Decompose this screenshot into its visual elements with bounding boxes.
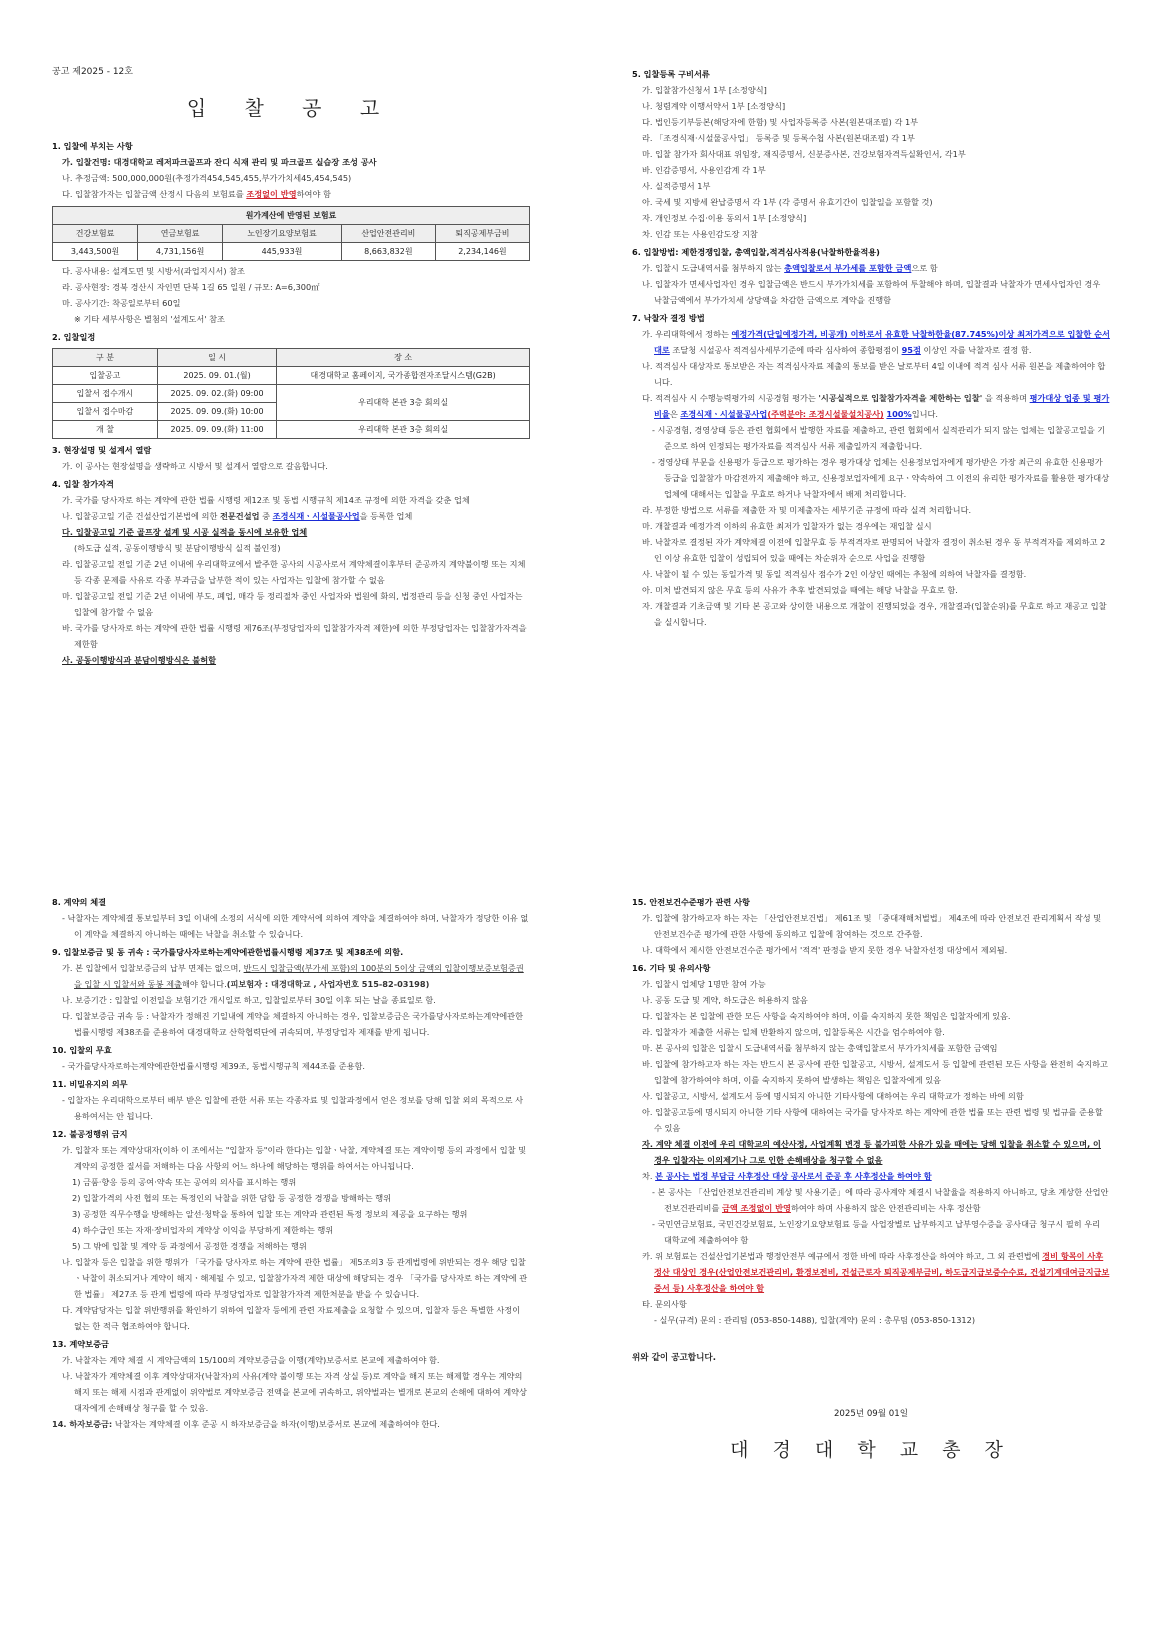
section-7-heading: 7. 낙찰자 결정 방법 [632,313,705,323]
insurance-header: 산업안전관리비 [341,225,435,243]
s16-cha-dash-2: - 국민연금보험료, 국민건강보험료, 노인장기요양보험료 등을 사업장별로 납부하지고 납부영수증을 공사대금 청구시 필히 우리 대학교에 제출하여야 함 [652,1219,1101,1245]
s4-item-na: 나. 입찰공고일 기준 건설산업기본법에 의한 전문건설업 중 조경식재ㆍ시설물공사업을 등록한 업체 [62,511,413,521]
insurance-value: 4,731,156원 [138,243,223,261]
section-10-heading: 10. 입찰의 무효 [52,1045,112,1055]
page-column-3 [52,892,530,1432]
s1-note: ※ 기타 세부사항은 별첨의 '설계도서' 참조 [74,314,225,324]
s4-item-ba: 바. 국가를 당사자로 하는 계약에 관한 법률 시행령 제76조(부정당업자의 입찰참가자격 제한)에 의한 부정당업자는 입찰참가자격을 제한함 [62,623,527,649]
s16-ta-dash: - 실무(규격) 문의 : 관리팀 (053-850-1488), 입찰(계약) 문의 : 총무팀 (053-850-1312) [654,1315,976,1325]
section-12-heading: 12. 불공정행위 금지 [52,1129,128,1139]
s16-item-ka: 카. 위 보험료는 건설산업기본법과 행정안전부 예규에서 정한 바에 따라 사후정산을 하여야 하고, 그 외 관련법에 경비 항목이 사후정산 대상인 경우(산업안전보건관리비, 환경보전비, 건설근로자 퇴직공제부금비, 하도급지급보증수수료, 건설기계대여금지급보증서 등) 사후정산을 하여야 함 [642,1251,1110,1293]
insurance-value: 445,933원 [223,243,342,261]
section-3-heading: 3. 현장설명 및 설계서 열람 [52,445,152,455]
s15-item-ga: 가. 입찰에 참가하고자 하는 자는 「산업안전보건법」 제61조 및 「중대재해처벌법」 제4조에 따라 안전보건 관리계획서 작성 및 안전보건수준 평가에 관한 사항에 동의하고 입찰에 참여하는 것으로 간주함. [642,913,1102,939]
s16-item-ma: 마. 본 공사의 입찰은 입찰시 도급내역서를 첨부하지 않는 총액입찰로서 부가가치세를 포함한 금액임 [642,1043,998,1053]
s1-item-ga: 가. 입찰건명: 대경대학교 레저파크골프과 잔디 식재 관리 및 파크골프 실습장 조성 공사 [62,157,377,167]
s4-item-ra: 라. 입찰공고일 전일 기준 2년 이내에 우리대학교에서 발주한 공사의 시공사로서 계약체결이후부터 준공까지 계약불이행 또는 지체 등 각종 문제를 사유로 각종 부과금을 납부한 적이 있는 사업자는 입찰에 참가할 수 없음 [62,559,526,585]
insurance-value: 2,234,146원 [435,243,529,261]
insurance-value: 3,443,500원 [53,243,138,261]
s6-item-na: 나. 입찰자가 면세사업자인 경우 입찰금액은 반드시 부가가치세를 포함하여 투찰해야 하며, 입찰결과 낙찰자가 면세사업자인 경우 낙찰금액에서 부가가치세 상당액을 차감한 금액으로 계약을 진행함 [642,279,1101,305]
s16-cha-dash-1: - 본 공사는 「산업안전보건관리비 계상 및 사용기준」에 따라 공사계약 체결시 낙찰율을 적용하지 아니하고, 당초 계상한 산업안전보건관리비를 금액 조정없이 반영하여야 하며 사용하지 않은 안전관리비는 사후 정산함 [652,1187,1109,1213]
s16-item-a: 아. 입찰공고등에 명시되지 아니한 기타 사항에 대하여는 국가를 당사자로 하는 계약에 관한 법률 또는 관련 법령 및 법규를 준용할 수 있음 [642,1107,1103,1133]
s12-item-na: 나. 입찰자 등은 입찰을 위한 행위가 「국가를 당사자로 하는 계약에 관한 법률」 제5조의3 등 관계법령에 위반되는 경우 해당 입찰ㆍ낙찰이 취소되거나 계약이 해지ㆍ해제될 수 있고, 입찰참가자격 제한 대상에 해당되는 경우 「국가를 당사자로 하는 계약에 관한 법률」 제27조 등 관계 법령에 따라 부정당업자로 입찰참가자격 제한처분을 받을 수 있습니다. [62,1257,528,1299]
s5-item: 아. 국세 및 지방세 완납증명서 각 1부 (각 증명서 유효기간이 입찰일을 포함할 것) [642,197,933,207]
schedule-cell: 2025. 09. 09.(화) 11:00 [157,421,276,439]
s16-item-sa: 사. 입찰공고, 시방서, 설계도서 등에 명시되지 아니한 기타사항에 대하여는 우리 대학교가 정하는 바에 의함 [642,1091,1024,1101]
s12-item-ga: 가. 입찰자 또는 계약상대자(이하 이 조에서는 "입찰자 등"이라 한다)는 입찰ㆍ낙찰, 계약체결 또는 계약이행 등의 과정에서 입찰 및 계약의 공정한 질서를 저해하는 다음 사항의 어느 하나에 해당하는 행위를 하여서는 아니됩니다. [62,1145,527,1171]
page-column-2 [632,64,1110,630]
s12-list-item: 2) 입찰가격의 사전 협의 또는 특정인의 낙찰을 위한 담합 등 공정한 경쟁을 방해하는 행위 [72,1193,392,1203]
section-11-heading: 11. 비밀유지의 의무 [52,1079,128,1089]
schedule-cell: 2025. 09. 02.(화) 09:00 [157,385,276,403]
s4-item-ma: 마. 입찰공고일 전일 기준 2년 이내에 부도, 폐업, 매각 등 정리절차 중인 사업자와 법원에 화의, 법정관리 등을 신청 중인 사업자는 입찰에 참가할 수 없음 [62,591,523,617]
schedule-table [52,348,530,439]
s1-item-na: 나. 추정금액: 500,000,000원(추정가격454,545,455,부가가치세45,454,545) [62,173,352,183]
schedule-cell: 개 찰 [53,421,158,439]
schedule-cell: 2025. 09. 09.(화) 10:00 [157,403,276,421]
insurance-value: 8,663,832원 [341,243,435,261]
s7-item-da: 다. 적격심사 시 수행능력평가의 시공경험 평가는 '시공실적으로 입찰참가자격을 제한하는 입찰' 을 적용하며 평가대상 업종 및 평가비율은 조경식재ㆍ시설물공사업(주력분야: 조경시설물설치공사) 100%입니다. [642,393,1110,419]
s1-item-da2: 다. 공사내용: 설계도면 및 시방서(과업지시서) 참조 [62,266,245,276]
section-13-heading: 13. 계약보증금 [52,1339,109,1349]
section-6-heading: 6. 입찰방법: 제한경쟁입찰, 총액입찰,적격심사적용(낙찰하한율적용) [632,247,880,257]
s7-item-ja: 자. 개찰결과 기초금액 및 기타 본 공고와 상이한 내용으로 개찰이 진행되었을 경우, 개찰결과(입찰순위)를 무효로 하고 재공고 입찰을 실시합니다. [642,601,1107,627]
s7-item-a: 아. 미처 발견되지 않은 무효 등의 사유가 추후 발견되었을 때에는 해당 낙찰을 무효로 함. [642,585,958,595]
page-column-4 [632,892,1110,1461]
s5-item: 나. 청렴계약 이행서약서 1부 [소정양식] [642,101,786,111]
s10-dash: - 국가를당사자로하는계약에관한법률시행령 제39조, 동법시행규칙 제44조를 준용함. [62,1061,366,1071]
s16-item-ra: 라. 입찰자가 제출한 서류는 일체 반환하지 않으며, 입찰등록은 시간을 엄수하여야 함. [642,1027,945,1037]
s16-item-na: 나. 공동 도급 및 계약, 하도급은 허용하지 않음 [642,995,808,1005]
s9-item-na: 나. 보증기간 : 입찰일 이전일을 보험기간 개시일로 하고, 입찰일로부터 30일 이후 되는 날을 종료일로 함. [62,995,436,1005]
s5-item: 라. 「조경식재·시설물공사업」 등록증 및 등록수첩 사본(원본대조필) 각 1부 [642,133,915,143]
s9-item-da: 다. 입찰보증금 귀속 등 : 낙찰자가 정해진 기일내에 계약을 체결하지 아니하는 경우, 입찰보증금은 국가를당사자로하는계약에관한법률시행령 제38조를 준용하여 대경대학교 산학협력단에 귀속되며, 부정당업자 제재를 받게 됩니다. [62,1011,523,1037]
s7-item-ma: 마. 개찰결과 예정가격 이하의 유효한 최저가 입찰자가 없는 경우에는 재입찰 실시 [642,521,932,531]
s12-item-da: 다. 계약담당자는 입찰 위반행위를 확인하기 위하여 입찰자 등에게 관련 자료제출을 요청할 수 있으며, 입찰자 등은 특별한 사정이 없는 한 적극 협조하여야 합니다. [62,1305,521,1331]
schedule-cell: 우리대학 본관 3층 회의실 [277,421,530,439]
s6-item-ga: 가. 입찰시 도급내역서를 첨부하지 않는 총액입찰로서 부가세를 포함한 금액으로 함 [642,263,938,273]
schedule-header: 장 소 [277,349,530,367]
s3-item-ga: 가. 이 공사는 현장설명을 생략하고 시방서 및 설계서 열람으로 갈음합니다. [62,461,328,471]
section-1-heading: 1. 입찰에 부치는 사항 [52,141,133,151]
s16-item-ta: 타. 문의사항 [642,1299,687,1309]
s4-item-da-note: (하도급 실적, 공동이행방식 및 분담이행방식 실적 불인정) [74,543,281,553]
s1-item-da: 다. 입찰참가자는 입찰금액 산정시 다음의 보험료를 조정없이 반영하여야 함 [62,189,331,199]
doc-number: 공고 제2025 - 12호 [52,67,133,77]
s7-item-sa: 사. 낙찰이 될 수 있는 동일가격 및 동일 적격심사 점수가 2인 이상인 때에는 추첨에 의하여 낙찰자를 결정함. [642,569,1027,579]
s1-item-ra: 라. 공사현장: 경북 경산시 자인면 단북 1길 65 일원 / 규모: A=6,300㎡ [62,282,320,292]
schedule-header: 일 시 [157,349,276,367]
section-14: 14. 하자보증금: 낙찰자는 계약체결 이후 준공 시 하자보증금을 하자(이행)보증서로 본교에 제출하여야 한다. [52,1419,440,1429]
schedule-cell: 입찰서 접수마감 [53,403,158,421]
schedule-header: 구 분 [53,349,158,367]
s15-item-na: 나. 대학에서 제시한 안전보건수준 평가에서 '적격' 판정을 받지 못한 경우 낙찰자선정 대상에서 제외됨. [642,945,1008,955]
schedule-cell: 입찰공고 [53,367,158,385]
s7-item-ra: 라. 부정한 방법으로 서류를 제출한 자 및 미제출자는 세부기준 규정에 따라 실격 처리합니다. [642,505,972,515]
s16-item-ba: 바. 입찰에 참가하고자 하는 자는 반드시 본 공사에 관한 입찰공고, 시방서, 설계도서 등 입찰에 관련된 모든 사항을 완전히 숙지하고 입찰에 참가하여야 하며, 이를 숙지하지 못하여 발생하는 책임은 입찰자에게 있음 [642,1059,1108,1085]
schedule-cell: 우리대학 본관 3층 회의실 [277,385,530,421]
president-signature: 대 경 대 학 교 총 장 [730,1439,1012,1461]
s11-dash: - 입찰자는 우리대학으로부터 배부 받은 입찰에 관한 서류 또는 각종자료 및 입찰과정에서 얻은 정보를 당해 입찰 외의 목적으로 사용하여서는 안 됩니다. [62,1095,524,1121]
s4-item-sa: 사. 공동이행방식과 분담이행방식은 불허함 [62,655,217,665]
s7-dash-2: - 경영상태 부문을 신용평가 등급으로 평가하는 경우 평가대상 업체는 신용정보업자에게 평가받은 가장 최근의 유효한 신용평가등급을 입찰참가 마감전까지 제출해야 하고, 신용정보업자에게 요구ㆍ약속하여 그 이전의 유리한 평가자료를 활용한 평가대상업체에 대해서는 입찰을 무효로 하거나 낙찰자에서 배제 처리합니다. [652,457,1110,499]
schedule-cell: 대경대학교 홈페이지, 국가종합전자조달시스템(G2B) [277,367,530,385]
s12-list-item: 1) 금품·향응 등의 공여·약속 또는 공여의 의사를 표시하는 행위 [72,1177,297,1187]
s5-item: 다. 법인등기부등본(해당자에 한함) 및 사업자등록증 사본(원본대조필) 각 1부 [642,117,919,127]
s8-dash: - 낙찰자는 계약체결 통보일부터 3일 이내에 소정의 서식에 의한 계약서에 의하여 계약을 체결하여야 하며, 낙찰자가 정당한 이유 없이 계약을 체결하지 아니하는 때에는 낙찰을 취소할 수 있습니다. [62,913,529,939]
s5-item: 자. 개인정보 수집·이용 동의서 1부 [소정양식] [642,213,807,223]
section-15-heading: 15. 안전보건수준평가 관련 사항 [632,897,750,907]
s12-list-item: 5) 그 밖에 입찰 및 계약 등 과정에서 공정한 경쟁을 저해하는 행위 [72,1241,307,1251]
insurance-table-caption: 원가계산에 반영된 보험료 [53,207,530,225]
s4-item-ga: 가. 국가를 당사자로 하는 계약에 관한 법률 시행령 제12조 및 동법 시행규칙 제14조 규정에 의한 자격을 갖춘 업체 [62,495,470,505]
section-4-heading: 4. 입찰 참가자격 [52,479,114,489]
section-8-heading: 8. 계약의 체결 [52,897,107,907]
s16-item-da: 다. 입찰자는 본 입찰에 관한 모든 사항을 숙지하여야 하며, 이를 숙지하지 못한 책임은 입찰자에게 있음. [642,1011,1011,1021]
s16-item-ga: 가. 입찰시 업체당 1명만 참여 가능 [642,979,766,989]
page-title: 입 찰 공 고 [186,96,396,120]
s5-item: 바. 인감증명서, 사용인감계 각 1부 [642,165,766,175]
s5-item: 차. 인감 또는 사용인감도장 지참 [642,229,758,239]
schedule-cell: 입찰서 접수개시 [53,385,158,403]
insurance-header: 노인장기요양보험료 [223,225,342,243]
insurance-table [52,206,530,261]
s9-item-ga: 가. 본 입찰에서 입찰보증금의 납부 면제는 없으며, 반드시 입찰금액(부가세 포함)의 100분의 5이상 금액의 입찰이행보증보험증권을 입찰 시 입찰서와 동봉 제출해야 합니다.(피보험자 : 대경대학교 , 사업자번호 515-82-03198) [62,963,524,989]
s7-dash-1: - 시공경험, 경영상태 등은 관련 협회에서 발행한 자료를 제출하고, 관련 협회에서 실적관리가 되지 않는 업체는 입찰공고일을 기준으로 하여 인정되는 평가자료를 적격심사 서류 제출일까지 제출합니다. [652,425,1106,451]
section-2-heading: 2. 입찰일정 [52,332,96,342]
s12-list-item: 3) 공정한 직무수행을 방해하는 알선·청탁을 통하여 입찰 또는 계약과 관련된 특정 정보의 제공을 요구하는 행위 [72,1209,468,1219]
s7-item-ga: 가. 우리대학에서 정하는 예정가격(단일예정가격, 비공개) 이하로서 유효한 낙찰하한율(87.745%)이상 최저가격으로 입찰한 순서대로 조달청 시설공사 적격심사세부기준에 따라 심사하여 종합평점이 95점 이상인 자를 낙찰자로 결정 함. [642,329,1110,355]
s4-item-da: 다. 입찰공고일 기준 골프장 설계 및 시공 실적을 동시에 보유한 업체 [62,527,308,537]
insurance-header: 퇴직공제부금비 [435,225,529,243]
section-9-heading: 9. 입찰보증금 및 동 귀속 : 국가를당사자로하는계약에관한법률시행령 제37조 및 제38조에 의함. [52,947,404,957]
s12-list-item: 4) 하수급인 또는 자재·장비업자의 계약상 이익을 부당하게 제한하는 행위 [72,1225,334,1235]
insurance-header: 연금보험료 [138,225,223,243]
schedule-cell: 2025. 09. 01.(월) [157,367,276,385]
insurance-header: 건강보험료 [53,225,138,243]
section-16-heading: 16. 기타 및 유의사항 [632,963,711,973]
s7-item-ba: 바. 낙찰자로 결정된 자가 계약체결 이전에 입찰무효 등 부적격자로 판명되어 낙찰자 결정이 취소된 경우 동 부적격자를 제외하고 2인 이상 유효한 입찰이 성립되어 있을 때에는 차순위자 순으로 사업을 진행함 [642,537,1106,563]
page-column-1 [52,64,530,668]
s5-item: 마. 입찰 참가자 회사대표 위임장, 재직증명서, 신분증사본, 건강보험자격득실확인서, 각1부 [642,149,966,159]
s13-item-ga: 가. 낙찰자는 계약 체결 시 계약금액의 15/100의 계약보증금을 이행(계약)보증서로 본교에 제출하여야 함. [62,1355,440,1365]
s16-item-ja: 자. 계약 체결 이전에 우리 대학교의 예산사정, 사업계획 변경 등 불가피한 사유가 있을 때에는 당해 입찰을 취소할 수 있으며, 이 경우 입찰자는 이의제기나 그로 인한 손해배상을 청구할 수 없음 [642,1139,1101,1165]
s5-item: 가. 입찰참가신청서 1부 [소정양식] [642,85,767,95]
announcement-date: 2025년 09월 01일 [833,1409,909,1419]
s13-item-na: 나. 낙찰자가 계약체결 이후 계약상대자(낙찰자)의 사유(계약 불이행 또는 자격 상실 등)로 계약을 해지 또는 해제할 경우는 계약의 해지 또는 해제 시점과 관계없이 위약벌로 계약보증금 전액을 본교에 귀속하고, 위약벌과는 별개로 본교의 손해에 대하여 계약상대자에게 손해배상 청구를 할 수 있음. [62,1371,527,1413]
s1-item-ma: 마. 공사기간: 착공일로부터 60일 [62,298,181,308]
closing-text: 위와 같이 공고합니다. [632,1353,716,1363]
s16-item-cha: 차. 본 공사는 법정 부담금 사후정산 대상 공사로서 준공 후 사후정산을 하여야 함 [642,1171,932,1181]
s5-item: 사. 실적증명서 1부 [642,181,711,191]
section-5-heading: 5. 입찰등록 구비서류 [632,69,710,79]
s7-item-na: 나. 적격심사 대상자로 통보받은 자는 적격심사자료 제출의 통보를 받은 날로부터 4일 이내에 적격 심사 서류 원본을 제출하여야 합니다. [642,361,1106,387]
